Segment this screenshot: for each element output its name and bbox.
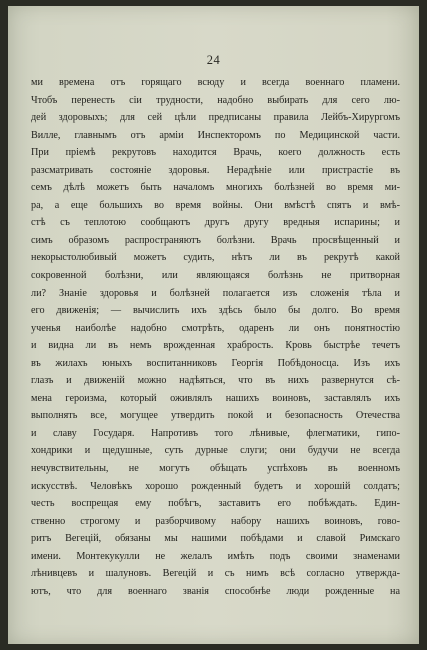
text-line: лѣнивцевъ и шалуновъ. Вегецій и съ нимъ всѣ согласно утвержда- [31,568,400,580]
text-line: Вилле, главнымъ отъ арміи Инспекторомъ по Медицинской части. [31,129,400,141]
text-line: дей здоровыхъ; для сей цѣли предписаны правила Лейбъ-Хирургомъ [31,112,400,124]
text-line: имени. Монтекукулли не желалъ имѣть подъ своими знаменами [31,550,400,562]
text-line: искусствѣ. Человѣкъ хорошо рожденный будетъ и хорошій солдатъ; [31,480,400,492]
text-line: и видна ли въ немъ врожденная храбрость. Кровь быстрѣе течетъ [31,340,400,352]
text-line: его движенія; — вычислить ихъ здѣсь было бы долго. Во время [31,305,400,317]
text-line: глазъ и движеній можно надѣяться, что въ нихъ развернутся сѣ- [31,375,400,387]
body-text [31,74,400,600]
text-line: нечувствительны, не могутъ обѣщать успѣховъ въ военномъ [31,463,400,475]
text-line: ученья наиболѣе надобно смотрѣть, одаренъ ли онъ понятностію [31,322,400,334]
text-line: симъ образомъ распространяютъ болѣзни. Врачь просвѣщенный и [31,234,400,246]
text-line: выполнять все, могущее утвердить покой и безопасность Отечества [31,410,400,422]
text-line: ственно строгому и разборчивому набору нашихъ воиновъ, гово- [31,515,400,527]
text-line: При пріемѣ рекрутовъ находится Врачь, коего должность есть [31,147,400,159]
book-page [8,6,419,644]
text-line: и славу Государя. Напротивъ того лѣнивые, флегматики, гипо- [31,427,400,439]
text-line: хондрики и щедушные, суть дурные слуги; они будучи не всегда [31,445,400,457]
text-line: сокровенной болѣзни, или являющаяся болѣзнь не притворная [31,270,400,282]
text-line: некорыстолюбивый можетъ судить, нѣтъ ли въ рекрутѣ какой [31,252,400,264]
text-line: мена героизма, который оживлялъ нашихъ воиновъ, заставлялъ ихъ [31,392,400,404]
text-line: ютъ, что для военнаго званія способнѣе люди рожденные на [31,585,400,597]
text-line: въ жилахъ юныхъ воспитанниковъ Георгія Побѣдоносца. Изъ ихъ [31,357,400,369]
text-line: Чтобъ перенесть сіи трудности, надобно выбирать для сего лю- [31,94,400,106]
text-line: ми времена отъ горящаго всюду и всегда военнаго пламени. [31,77,400,88]
text-line: семъ дѣлѣ можетъ быть началомъ многихъ болѣзней во время ми- [31,182,400,194]
page-number: 24 [206,53,221,67]
text-line: разсматривать состояніе здоровья. Нерадѣніе или пристрастіе въ [31,164,400,176]
text-line: честь воспрещая ему побѣгъ, заставитъ его побѣждать. Един- [31,498,400,510]
text-line: стѣ съ теплотою сообщаютъ другъ другу вредныя испарины; и [31,217,400,229]
text-line: ритъ Вегецій, обязаны мы нашими побѣдами и славой Римскаго [31,533,400,545]
text-line: ра, а еще большихъ во время войны. Они вмѣстѣ спятъ и вмѣ- [31,199,400,211]
text-line: ли? Знаніе здоровья и болѣзней полагается изъ сложенія тѣла и [31,287,400,299]
